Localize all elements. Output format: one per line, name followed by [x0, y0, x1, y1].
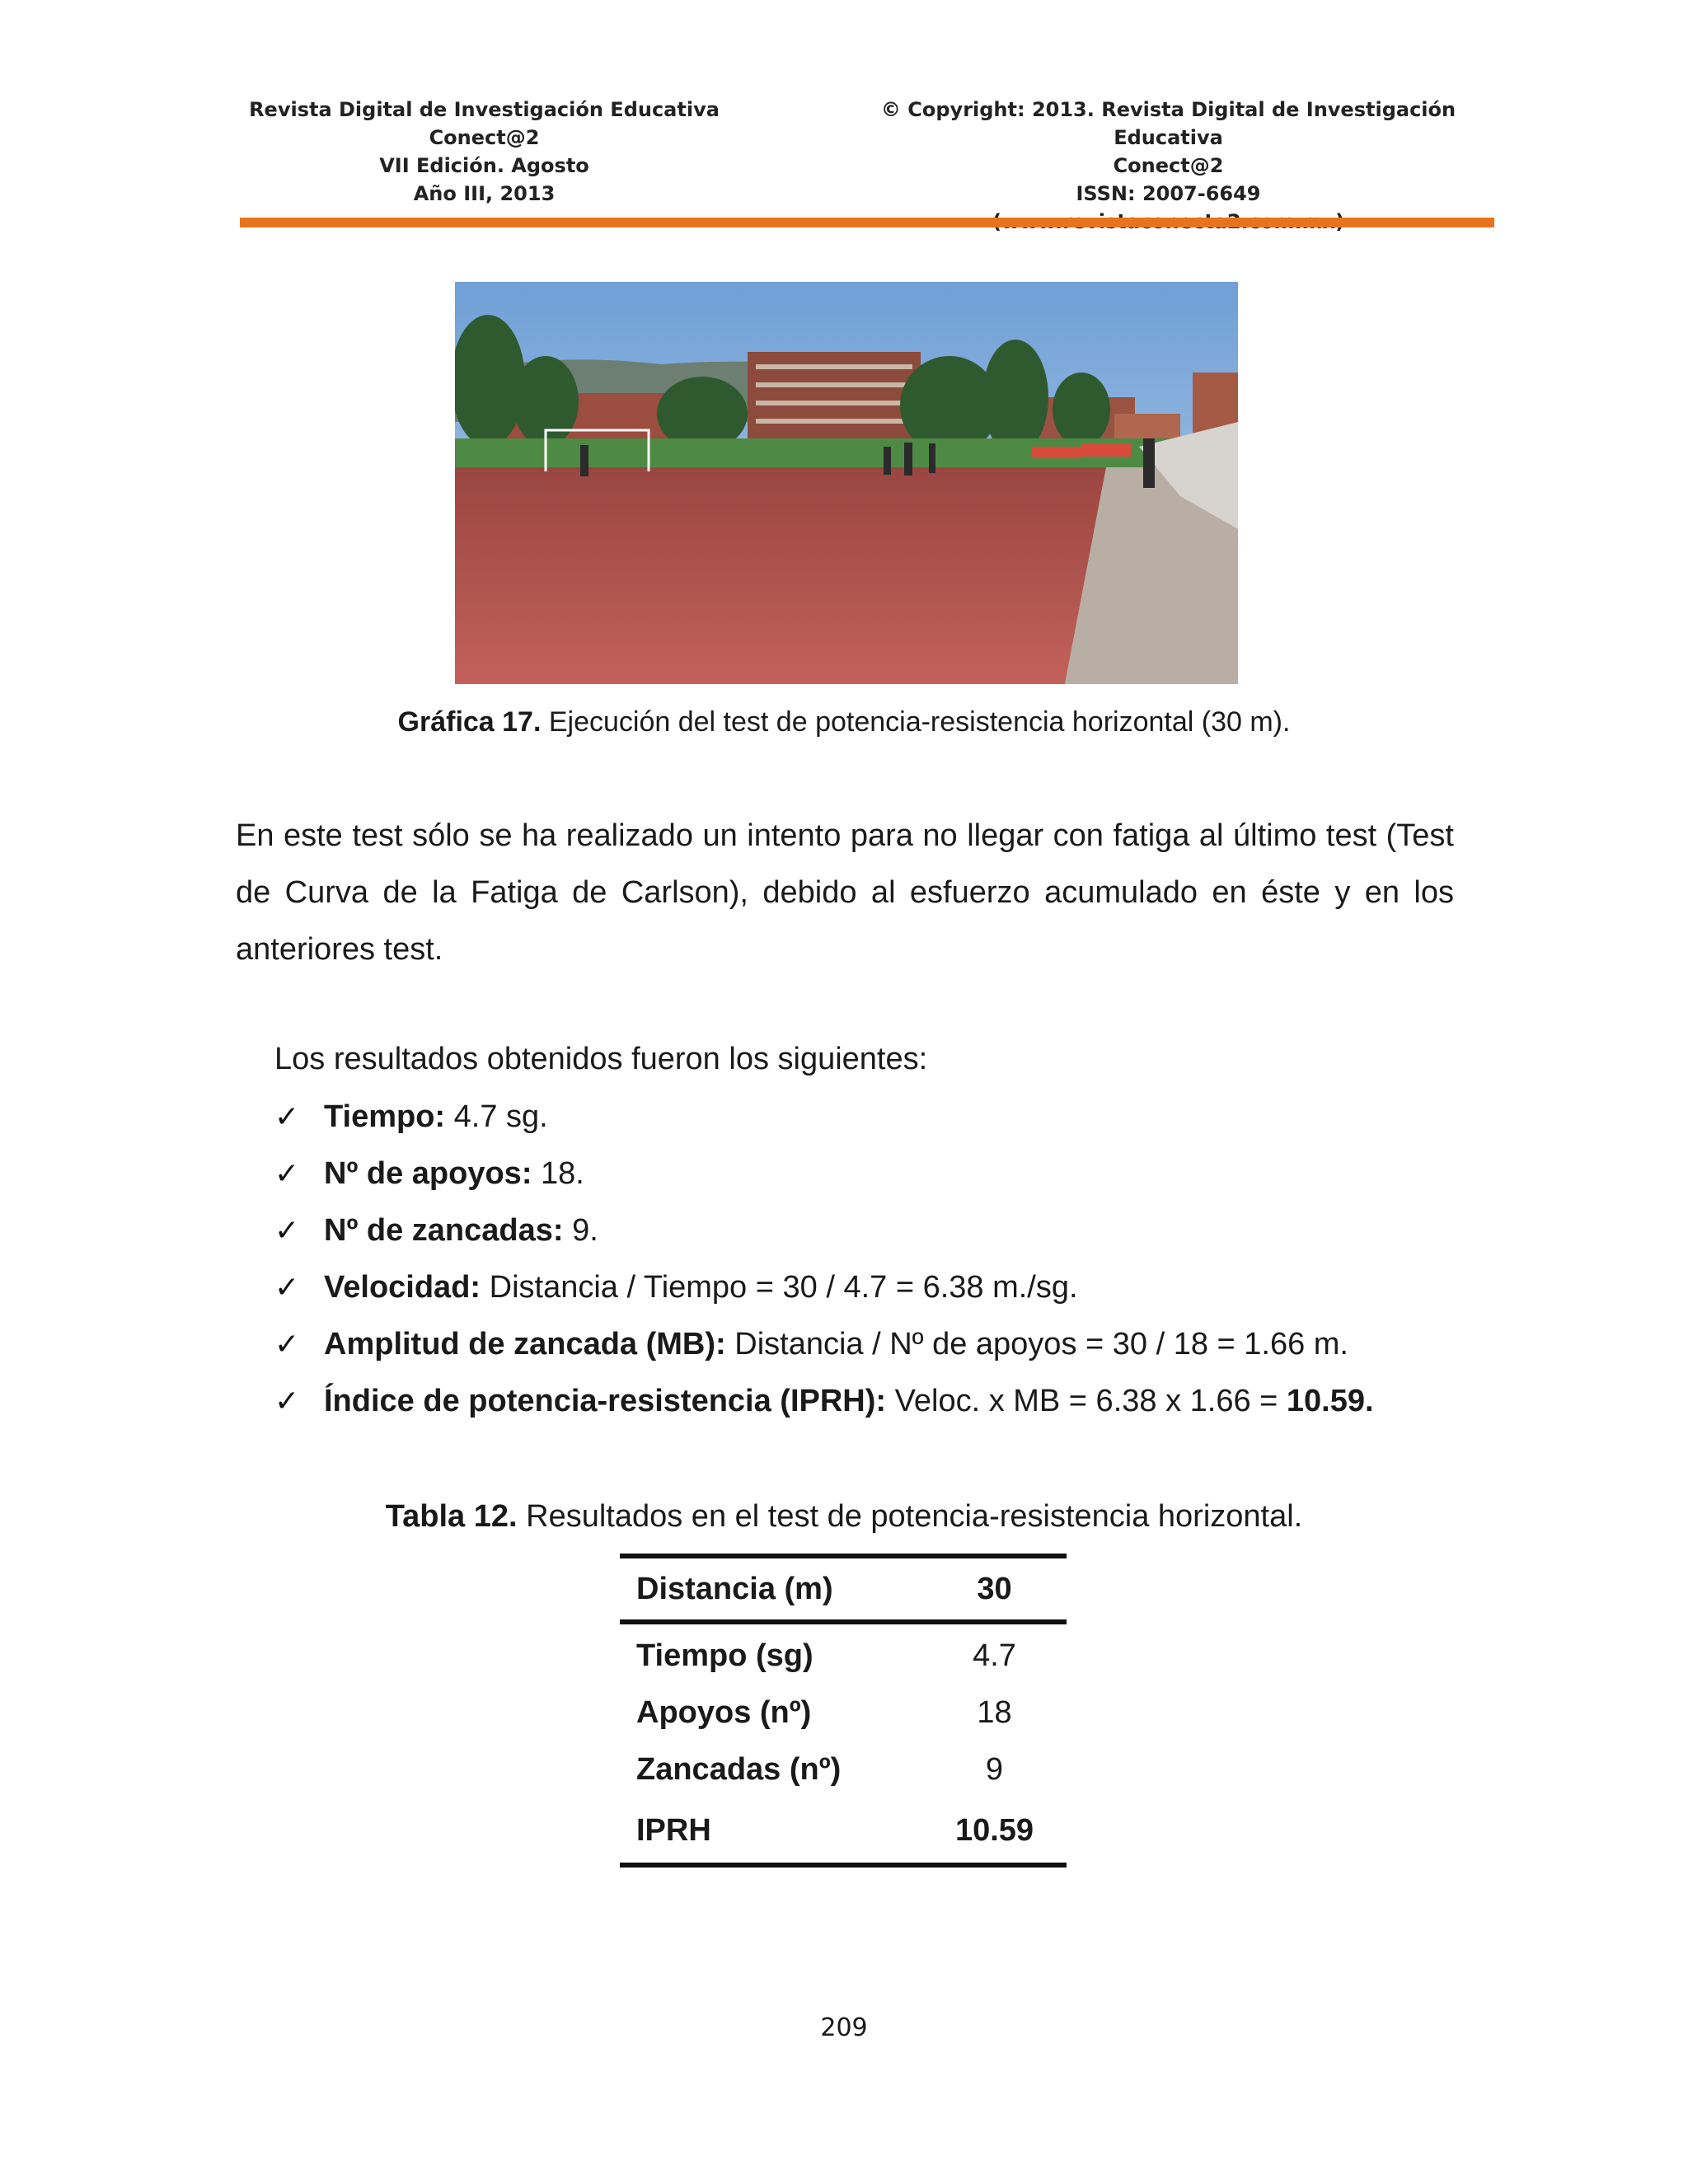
checkmark-icon: ✓ [274, 1099, 300, 1133]
result-label: Nº de zancadas: [324, 1213, 564, 1248]
row-label: Tiempo (sg) [636, 1638, 814, 1673]
table-row [620, 1622, 1067, 1685]
body-paragraph: En este test sólo se ha realizado un intento para no llegar con fatiga al último test (Test de Curva de la Fatiga de Carlson), debido al esfuerzo acumulado en éste y en los anteriores test. [236, 818, 1454, 967]
table-caption-label: Tabla 12. [385, 1499, 518, 1534]
result-text: 4.7 sg. [445, 1099, 548, 1134]
figure-caption-text: Ejecución del test de potencia-resistencia horizontal (30 m). [541, 706, 1291, 738]
row-value: 4.7 [973, 1638, 1016, 1673]
table-header-row [620, 1556, 1067, 1622]
result-text: Distancia / Tiempo = 30 / 4.7 = 6.38 m./sg. [481, 1270, 1078, 1305]
table-row [620, 1685, 1067, 1741]
table-row [620, 1741, 1067, 1798]
results-intro: Los resultados obtenidos fueron los siguientes: [274, 1042, 928, 1076]
results-table [620, 1554, 1067, 1868]
track-photo [455, 282, 1238, 684]
checkmark-icon: ✓ [274, 1384, 300, 1418]
checkmark-icon: ✓ [274, 1327, 300, 1361]
row-value: 9 [985, 1752, 1004, 1787]
checkmark-icon: ✓ [274, 1270, 300, 1304]
table-caption-text: Resultados en el test de potencia-resistencia horizontal. [517, 1499, 1303, 1534]
edition: VII Edición. Agosto [379, 154, 589, 177]
result-text: Distancia / Nº de apoyos = 30 / 18 = 1.66 m. [725, 1327, 1348, 1361]
result-label: Velocidad: [324, 1270, 481, 1305]
row-label: Zancadas (nº) [636, 1752, 842, 1787]
table-caption [0, 1494, 1688, 1539]
figure-caption-label: Gráfica 17. [397, 706, 542, 738]
list-item [274, 1094, 1374, 1151]
row-label: Apoyos (nº) [636, 1695, 812, 1730]
list-item [274, 1322, 1374, 1379]
result-text: Veloc. x MB = 6.38 x 1.66 = [886, 1384, 1287, 1418]
list-item [274, 1265, 1374, 1322]
journal-header-right [828, 96, 1508, 236]
page-number: 209 [820, 2013, 868, 2042]
result-text: 9. [563, 1213, 598, 1248]
result-label: Índice de potencia-resistencia (IPRH): [324, 1384, 887, 1418]
result-label: Nº de apoyos: [324, 1156, 532, 1191]
issn: ISSN: 2007-6649 [1076, 182, 1261, 205]
copyright: © Copyright: 2013. Revista Digital de Investigación Educativa [880, 98, 1456, 149]
journal-name: Conect@2 [429, 126, 540, 149]
year: Año III, 2013 [413, 182, 556, 205]
journal-header-left [247, 96, 721, 208]
row-value: 18 [977, 1695, 1012, 1730]
row-label: IPRH [636, 1812, 711, 1848]
header-value: 30 [977, 1571, 1012, 1606]
result-value: 10.59. [1286, 1384, 1374, 1418]
list-item [274, 1151, 1374, 1208]
header-divider [240, 218, 1494, 227]
journal-title: Revista Digital de Investigación Educativa [249, 98, 720, 121]
list-item [274, 1208, 1374, 1265]
figure-caption [0, 703, 1688, 741]
results-list [274, 1094, 1374, 1436]
result-text: 18. [532, 1156, 584, 1191]
journal-name-right: Conect@2 [1113, 154, 1224, 177]
result-label: Amplitud de zancada (MB): [324, 1327, 726, 1361]
checkmark-icon: ✓ [274, 1156, 300, 1190]
row-value: 10.59 [954, 1812, 1034, 1848]
result-label: Tiempo: [324, 1099, 446, 1134]
list-item [274, 1379, 1374, 1436]
header-label: Distancia (m) [636, 1571, 833, 1606]
table-row [620, 1798, 1067, 1865]
checkmark-icon: ✓ [274, 1213, 300, 1247]
